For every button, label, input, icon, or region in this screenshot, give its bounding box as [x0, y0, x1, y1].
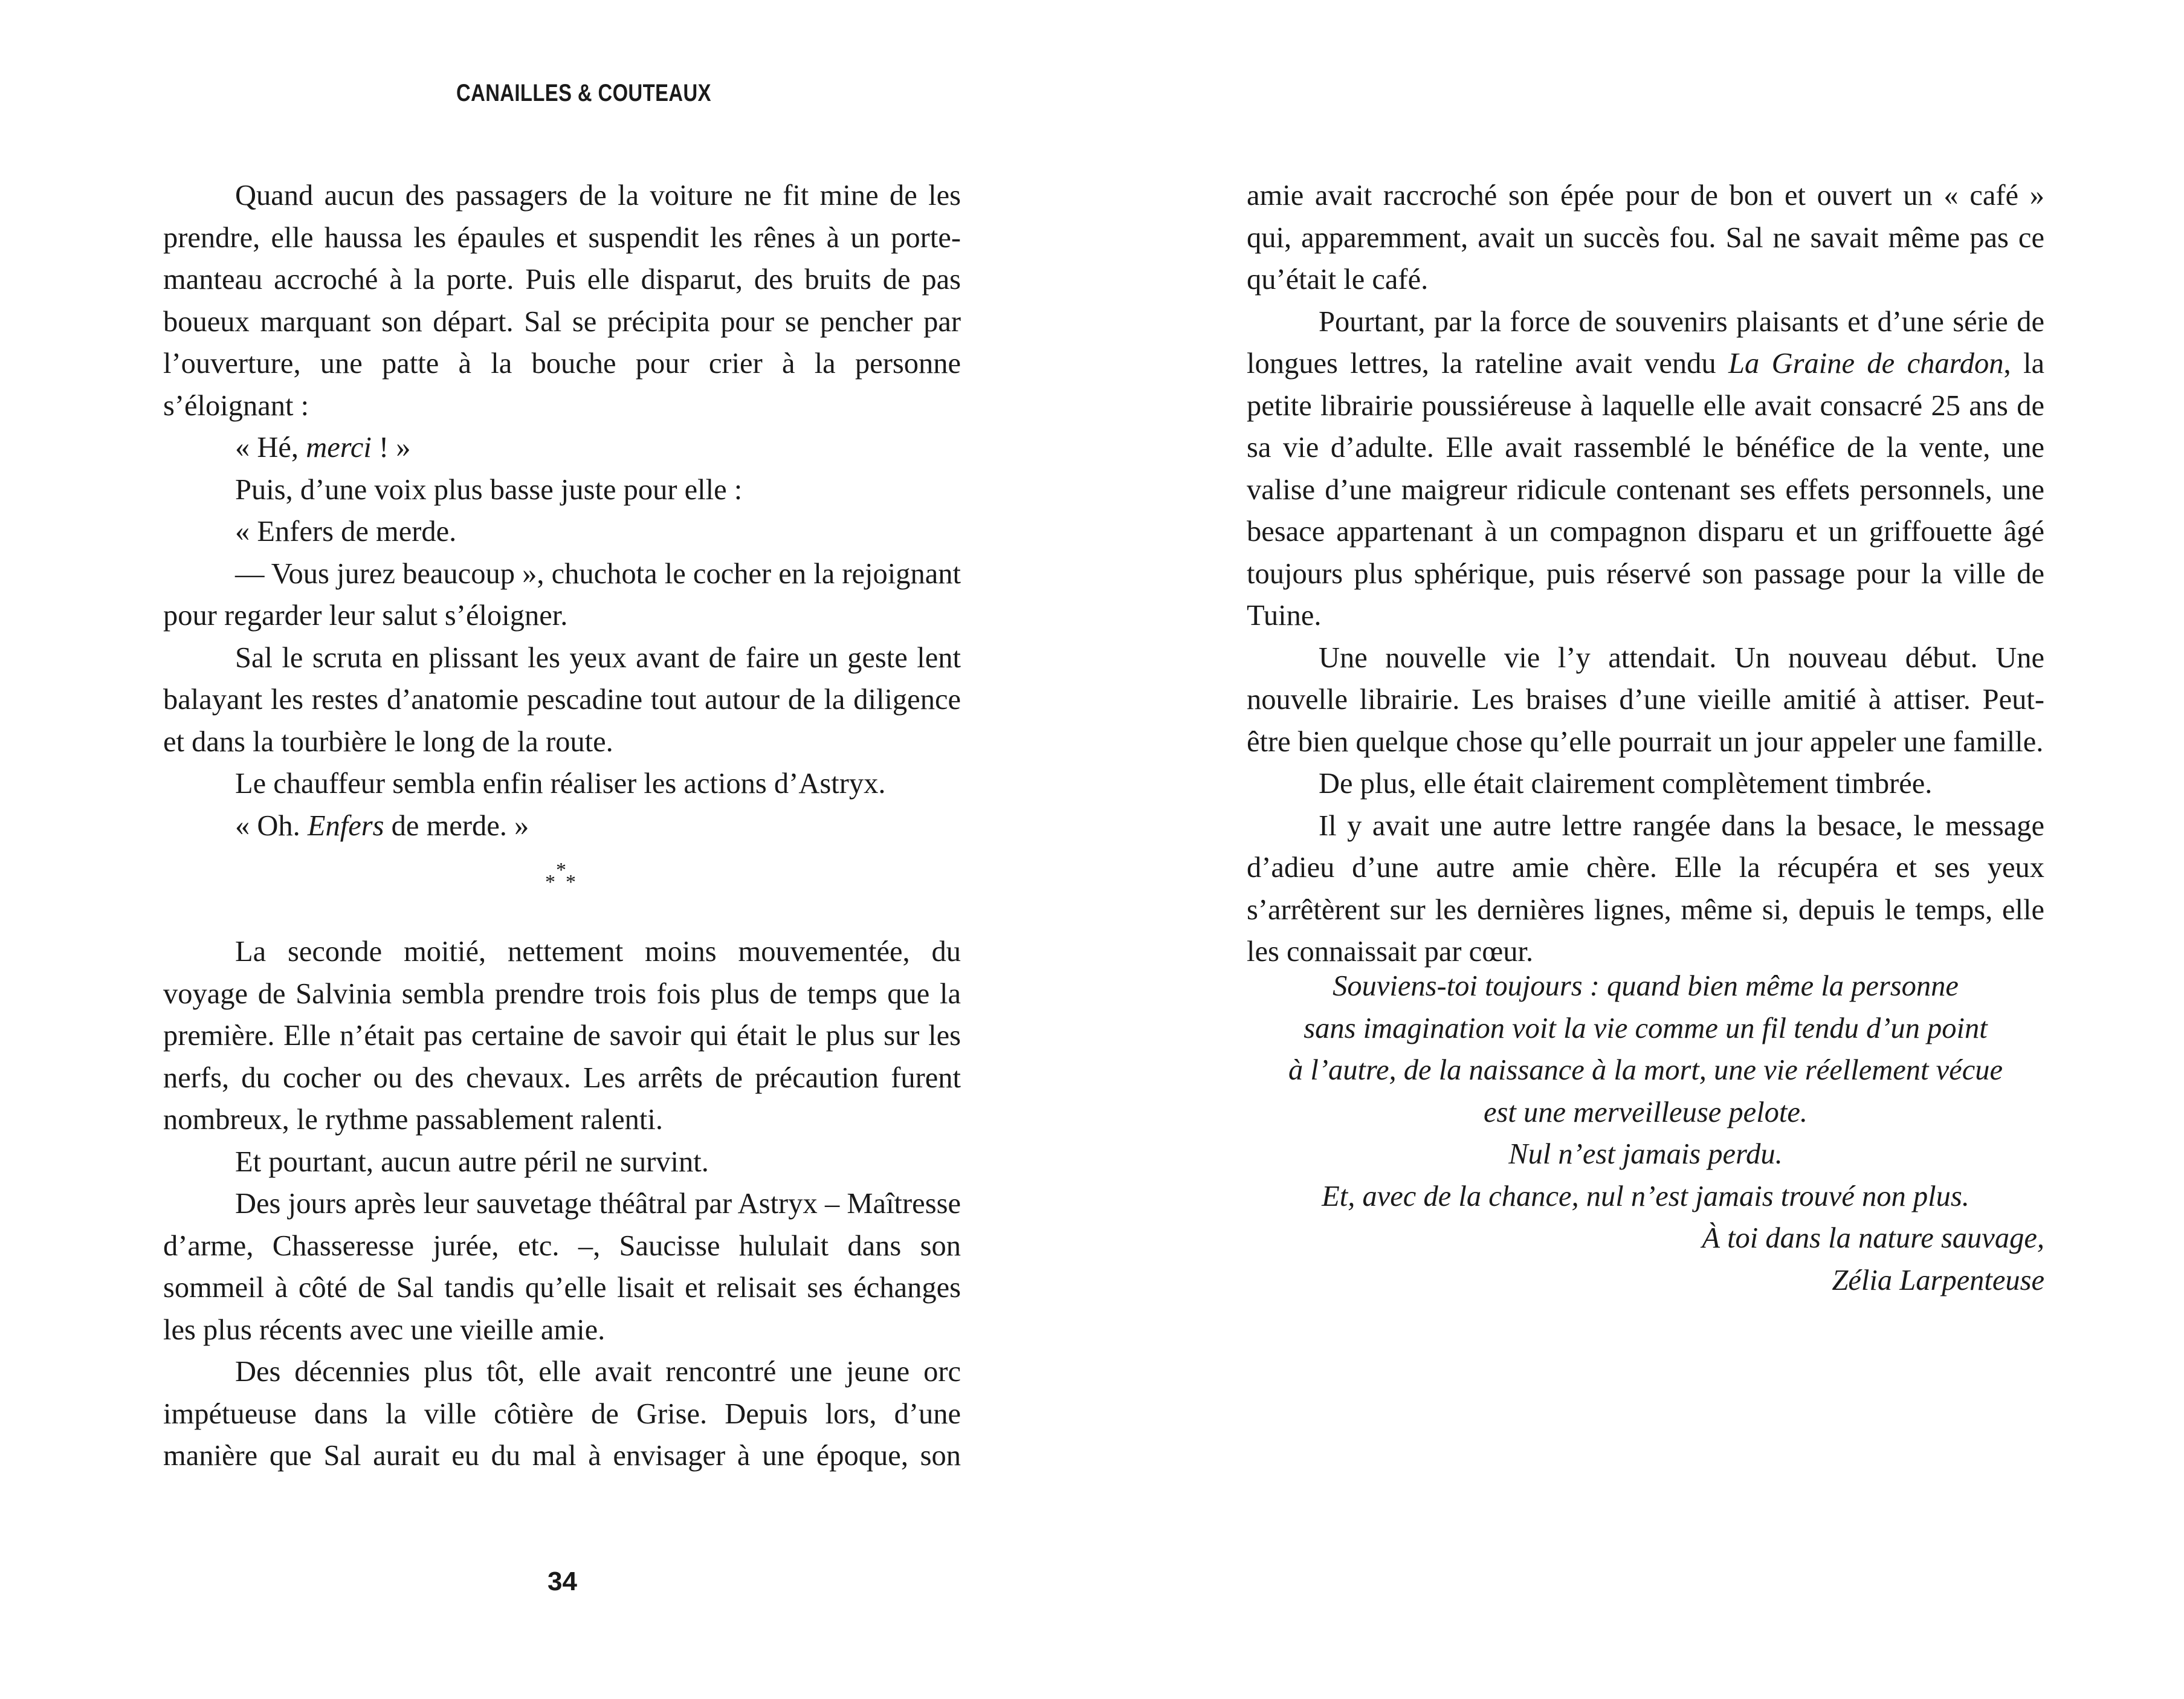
dialogue-line [163, 427, 961, 469]
paragraph: La seconde moitié, nettement moins mouvementée, du voyage de Salvinia sembla prendre trois fois plus de temps que la première. Elle n’était pas certaine de savoir qui était le plus sur les nerfs, du cocher ou des chevaux. Les arrêts de précaution furent nombreux, le rythme passablement ralenti. [163, 936, 961, 1136]
verse-line: Souviens-toi toujours : quand bien même la personne [1333, 970, 1959, 1002]
verse-line: sans imagination voit la vie comme un fil tendu d’un point [1304, 1012, 1988, 1044]
italic-run: merci [306, 432, 372, 464]
paragraph: amie avait raccroché son épée pour de bon et ouvert un « café » qui, apparemment, avait un succès fou. Sal ne savait même pas ce qu’était le café. [1247, 180, 2044, 296]
dialogue-line [163, 805, 961, 847]
paragraph: Sal le scruta en plissant les yeux avant de faire un geste lent balayant les restes d’anatomie pescadine tout autour de la diligence et dans la tourbière le long de la route. [163, 641, 961, 758]
page-number: 34 [548, 1567, 577, 1596]
running-head: CANAILLES & COUTEAUX [456, 80, 711, 106]
left-page-body [163, 175, 961, 1477]
dialogue-line: — Vous jurez beaucoup », chuchota le cocher en la rejoignant pour regarder leur salut s’éloigner. [163, 557, 961, 632]
paragraph: Le chauffeur sembla enfin réaliser les actions d’Astryx. [235, 768, 886, 800]
text-run: « Oh. [235, 809, 308, 842]
letter-signature: Zélia Larpenteuse [1832, 1264, 2044, 1296]
italic-run: La Graine de chardon [1728, 348, 2004, 380]
paragraph: De plus, elle était clairement complètement timbrée. [1319, 768, 1933, 800]
scene-break [163, 847, 961, 931]
text-run: ! » [371, 432, 411, 464]
text-run: , [2003, 348, 2011, 380]
paragraph: Quand aucun des passagers de la voiture ne fit mine de les prendre, elle haussa les épaules et suspendit les rênes à un porte-manteau accroché à la porte. Puis elle disparut, des bruits de pas boueux marquant son départ. Sal se précipita pour se pencher par l’ouverture, une patte à la bouche pour crier à la personne s’éloignant : [163, 180, 961, 422]
verse-line: Et, avec de la chance, nul n’est jamais trouvé non plus. [1322, 1180, 1969, 1212]
text-run: de merde. » [384, 809, 529, 842]
verse-line: est une merveilleuse pelote. [1484, 1096, 1808, 1128]
dialogue-line: « Enfers de merde. [235, 516, 457, 548]
text-run: « Hé, [235, 432, 306, 464]
asterisk-icon: * [545, 871, 555, 893]
italic-run: Enfers [307, 809, 384, 842]
asterisk-icon: * [566, 871, 576, 893]
paragraph [1247, 301, 2044, 637]
asterisk-icon: * [556, 859, 566, 881]
verse-line: Nul n’est jamais perdu. [1508, 1138, 1783, 1170]
paragraph: Puis, d’une voix plus basse juste pour elle : [235, 473, 743, 506]
verse-line: à l’autre, de la naissance à la mort, une vie réellement vécue [1288, 1054, 2003, 1086]
paragraph: Et pourtant, aucun autre péril ne survint. [235, 1145, 709, 1178]
paragraph: Des décennies plus tôt, elle avait rencontré une jeune orc impétueuse dans la ville côtière de Grise. Depuis lors, d’une manière que Sal aurait eu du mal à envisager à une époque, son [163, 1356, 961, 1472]
paragraph: Des jours après leur sauvetage théâtral par Astryx – Maîtresse d’arme, Chasseresse jurée, etc. –, Saucisse hululait dans son sommeil à côté de Sal tandis qu’elle lisait et relisait ses échanges les plus récents avec une vieille amie. [163, 1188, 961, 1346]
letter-closing: À toi dans la nature sauvage, [1702, 1222, 2044, 1254]
text-run: la petite librairie poussiéreuse à laquelle elle avait consacré 25 ans de sa vie d’adulte. Elle avait rassemblé le bénéfice de la vente, une valise d’une maigreur ridicule contenant ses effets personnels, une besace appartenant à un compagnon disparu et un griffouette âgé toujours plus sphérique, puis réservé son passage pour la ville de Tuine. [1247, 348, 2044, 632]
right-page-body [1247, 175, 2044, 973]
paragraph: Une nouvelle vie l’y attendait. Un nouveau début. Une nouvelle librairie. Les braises d’une vieille amitié à attiser. Peut-être bien quelque chose qu’elle pourrait un jour appeler une famille. [1247, 641, 2044, 758]
text-run: Pourtant, par la force de souvenirs plaisants et d’une série de longues lettres, la rateline avait vendu [1247, 305, 2044, 380]
paragraph: Il y avait une autre lettre rangée dans la besace, le message d’adieu d’une autre amie chère. Elle la récupéra et ses yeux s’arrêtèrent sur les dernières lignes, même si, depuis le temps, elle les connaissait par cœur. [1247, 809, 2044, 968]
letter-quote [1247, 965, 2044, 1301]
